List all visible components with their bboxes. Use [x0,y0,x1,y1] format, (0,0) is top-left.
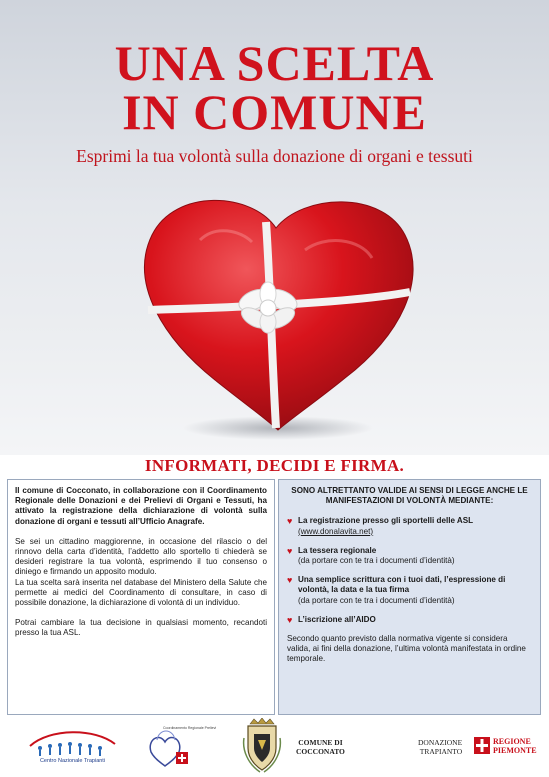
valid-declarations-heading: SONO ALTRETTANTO VALIDE AI SENSI DI LEGGE ANCHE LE MANIFESTAZIONI DI VOLONTÀ MEDIANTE: [291,486,528,506]
cnt-label: Centro Nazionale Trapianti [39,758,106,764]
paragraph-change-decision: Potrai cambiare la tua decisione in qualsiasi momento, recandoti presso la tua ASL. [15,618,267,638]
heart-bullet-icon: ♥ [287,545,293,556]
item-title: La tessera regionale [298,545,377,555]
regione-label-line2: PIEMONTE [493,746,537,755]
regione-piemonte-cross-icon [474,737,490,754]
list-item [287,575,532,606]
heart-bullet-icon: ♥ [287,614,293,625]
comune-label-line2: COCCONATO [296,747,345,756]
poster-title-line1: UNA SCELTA [114,35,435,91]
donazione-label-line1: DONAZIONE [418,738,463,747]
cocconato-crest-icon [240,718,284,774]
paragraph-registration: Se sei un cittadino maggiorenne, in occasione del rilascio o del rinnovo della carta d’identità, l’addetto allo sportello ti chiederà se desideri registrare la tua volontà, esprimendo il tuo consenso o diniego e firmando un apposito modulo. [15,536,267,577]
poster-title-line2: IN COMUNE [122,84,427,140]
info-text-box [7,479,275,715]
item-title: Una semplice scrittura con i tuoi dati, l’espressione di volontà, la data e la tua firma [298,575,506,595]
paragraph-database: La tua scelta sarà inserita nel database del Ministero della Salute che permette ai medici del Coordinamento di consultare, in caso di possibile donazione, la dichiarazione di volontà di un individuo. [15,577,267,608]
item-detail: (da portare con te tra i documenti d’identità) [298,595,455,605]
validity-note: Secondo quanto previsto dalla normativa vigente si considera valida, ai fini della donazione, l’ultima volontà manifestata in ordine temporale. [287,634,526,664]
item-title: L’iscrizione all’AIDO [298,614,376,624]
donalavita-link[interactable]: (www.donalavita.net) [298,526,374,536]
gift-heart-image [0,180,549,455]
donazione-label-line2: TRAPIANTO [419,747,463,756]
regione-piemonte-label [493,737,537,755]
slogan: INFORMATI, DECIDI E FIRMA. [144,456,405,475]
list-item [287,615,532,625]
list-item [287,546,532,566]
regione-label-line1: REGIONE [493,737,531,746]
item-title: La registrazione presso gli sportelli delle ASL [298,516,474,526]
heart-bullet-icon: ♥ [287,575,293,586]
list-item [287,516,532,536]
valid-declarations-box [278,479,541,715]
donazione-trapianto-label [418,738,462,756]
coord-label: Coordinamento Regionale Prelievi [163,726,217,730]
comune-cocconato-label [296,738,345,756]
item-detail: (da portare con te tra i documenti d’identità) [298,556,455,566]
sponsor-logos-bar [0,718,549,777]
heart-bullet-icon: ♥ [287,516,293,527]
declarations-list [287,516,532,625]
comune-label-line1: COMUNE DI [298,738,343,747]
poster-subtitle: Esprimi la tua volontà sulla donazione di organi e tessuti [76,146,473,166]
intro-paragraph: Il comune di Cocconato, in collaborazione con il Coordinamento Regionale delle Donazioni e dei Prelievi di Organi e Tessuti, ha attivato la registrazione della dichiarazione di volontà sulla donazione di organi e tessuti all’Ufficio Anagrafe. [15,486,267,526]
